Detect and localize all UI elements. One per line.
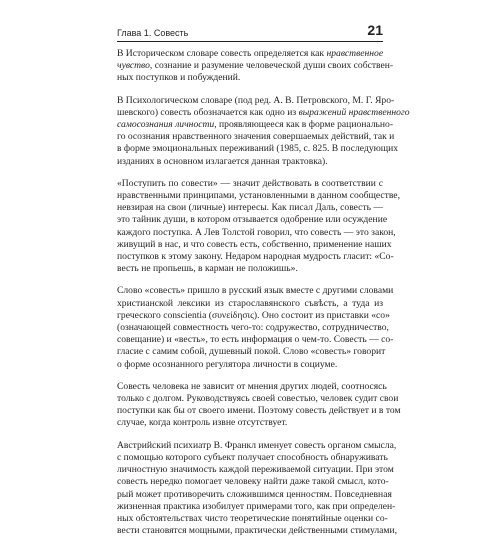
italic-text: чувство bbox=[117, 60, 150, 72]
text-run: , сознание и разумение человеческой души своих собствен- bbox=[149, 60, 394, 72]
paragraph bbox=[117, 94, 410, 168]
text-line bbox=[117, 346, 386, 358]
paragraph bbox=[117, 48, 394, 85]
text-line bbox=[117, 94, 395, 107]
header-rule bbox=[117, 41, 383, 42]
text-line bbox=[117, 190, 400, 202]
text-line bbox=[117, 464, 394, 476]
paragraph bbox=[117, 177, 400, 276]
text-run: поступков к этому закону. Недаром народная мудрость гласит: «Со- bbox=[117, 251, 394, 263]
text-line bbox=[117, 488, 392, 501]
text-line bbox=[117, 334, 394, 346]
italic-text: выражений нравственного bbox=[298, 106, 410, 118]
text-run: жизненная практика изобилует примерами того, как при определен- bbox=[117, 500, 396, 512]
text-line bbox=[117, 251, 394, 263]
italic-text: нравственное bbox=[326, 48, 384, 59]
text-line bbox=[117, 476, 389, 488]
text-line bbox=[117, 202, 383, 214]
text-run: поступки как бы от своего имени. Поэтому совесть действует и в том bbox=[117, 405, 401, 417]
text-run: (означающей совместность чего-то: содружество, сотрудничество, bbox=[117, 322, 389, 334]
text-run: го осознания нравственного значения совершаемых действий, так и bbox=[117, 131, 395, 143]
text-run: шевского) совесть обозначается как одно из bbox=[117, 106, 299, 118]
text-line bbox=[117, 60, 394, 72]
text-line bbox=[117, 131, 395, 143]
text-line bbox=[117, 238, 392, 251]
text-run: , проявляющееся как в форме рационально- bbox=[214, 119, 394, 131]
text-line bbox=[117, 298, 383, 310]
text-run: ных поступков и побуждений. bbox=[117, 72, 241, 84]
text-line bbox=[117, 226, 396, 239]
paragraph bbox=[117, 439, 398, 538]
italic-text: самосознания личности bbox=[117, 119, 215, 131]
text-run: с помощью которого субъект получает способность обнаруживать bbox=[117, 451, 388, 463]
text-line bbox=[117, 451, 388, 464]
text-run: случае, когда контроль извне отсутствует. bbox=[117, 417, 288, 429]
text-run: весть не пропьешь, в карман не положишь». bbox=[117, 263, 298, 275]
paragraph bbox=[117, 285, 394, 370]
chapter-title: Глава 1. Совесть bbox=[117, 28, 189, 38]
text-run: это тайник души, в котором отзывается одобрение или осуждение bbox=[117, 214, 388, 226]
text-run: В Историческом словаре совесть определяется как bbox=[117, 48, 327, 59]
text-line bbox=[117, 156, 383, 168]
text-line bbox=[117, 500, 396, 513]
running-header bbox=[117, 22, 383, 40]
text-line bbox=[117, 214, 388, 226]
text-run: В Психологическом словаре (под ред. А. В. Петровского, М. Г. Ярo- bbox=[117, 94, 395, 106]
text-line bbox=[117, 48, 383, 60]
paragraph bbox=[117, 380, 401, 430]
text-line bbox=[117, 263, 383, 275]
text-run: греческого conscientia (συνείδησις). Оно состоит из приставки «со» bbox=[117, 309, 390, 321]
text-run: гласие с самим собой, душевный покой. Слово «совесть» говорит bbox=[117, 346, 386, 358]
text-line bbox=[117, 285, 394, 297]
text-run: Совесть человека не зависит от мнения других людей, соотносясь bbox=[117, 380, 387, 392]
text-run: рый может противоречить сложившимся ценностям. Повседневная bbox=[117, 488, 392, 500]
text-run: совещание) и «весть», то есть информация о чем-то. Совесть — со- bbox=[117, 334, 394, 346]
page-number: 21 bbox=[367, 22, 383, 38]
text-line bbox=[117, 405, 401, 417]
text-run: совесть нередко помогает человеку найти даже такой смысл, кото- bbox=[117, 476, 389, 488]
text-line bbox=[117, 439, 397, 452]
text-run: невзирая на свои (личные) интересы. Как писал Даль, совесть — bbox=[117, 202, 383, 214]
text-line bbox=[117, 106, 410, 119]
text-line bbox=[117, 178, 383, 190]
text-run: «Поступить по совести» — значит действовать в соответствии с bbox=[117, 177, 383, 189]
text-run: Австрийский психиатр В. Франкл именует совесть органом смысла, bbox=[117, 439, 397, 451]
text-line bbox=[117, 512, 388, 525]
text-line bbox=[117, 143, 399, 155]
text-line bbox=[117, 393, 399, 405]
text-line bbox=[117, 417, 383, 429]
text-run: о форме осознанного регулятора личности в социуме. bbox=[117, 358, 338, 370]
text-run: вести становятся мощными, практически действенными стимулами, bbox=[117, 525, 398, 537]
text-run: нравственными принципами, установленными в данном сообществе, bbox=[117, 190, 400, 202]
text-run: живущий в нас, и что совесть есть, собственно, применение наших bbox=[117, 238, 392, 250]
text-line bbox=[117, 525, 398, 537]
body-text bbox=[117, 48, 410, 547]
text-line bbox=[117, 322, 389, 334]
text-run: ных обстоятельствах чисто теоретические понятийные оценки со- bbox=[117, 512, 388, 524]
text-run: Слово «совесть» пришло в русский язык вместе с другими словами bbox=[117, 285, 394, 297]
text-line bbox=[117, 309, 390, 322]
text-line bbox=[117, 119, 394, 131]
text-line bbox=[117, 72, 383, 84]
text-run: в форме эмоциональных переживаний (1985, с. 825. В последующих bbox=[117, 143, 399, 155]
text-line bbox=[117, 380, 387, 393]
text-run: христианской лексики из старославянского съвѣсть, а туда из bbox=[117, 297, 383, 309]
text-run: изданиях в основном излагается данная трактовка). bbox=[117, 155, 328, 167]
text-line bbox=[117, 359, 383, 371]
text-run: каждого поступка. А Лев Толстой говорил, что совесть — это закон, bbox=[117, 226, 396, 238]
text-run: личностную значимость каждой переживаемой ситуации. При этом bbox=[117, 464, 394, 476]
text-run: только с долгом. Руководствуясь своей совестью, человек судит свои bbox=[117, 393, 399, 405]
